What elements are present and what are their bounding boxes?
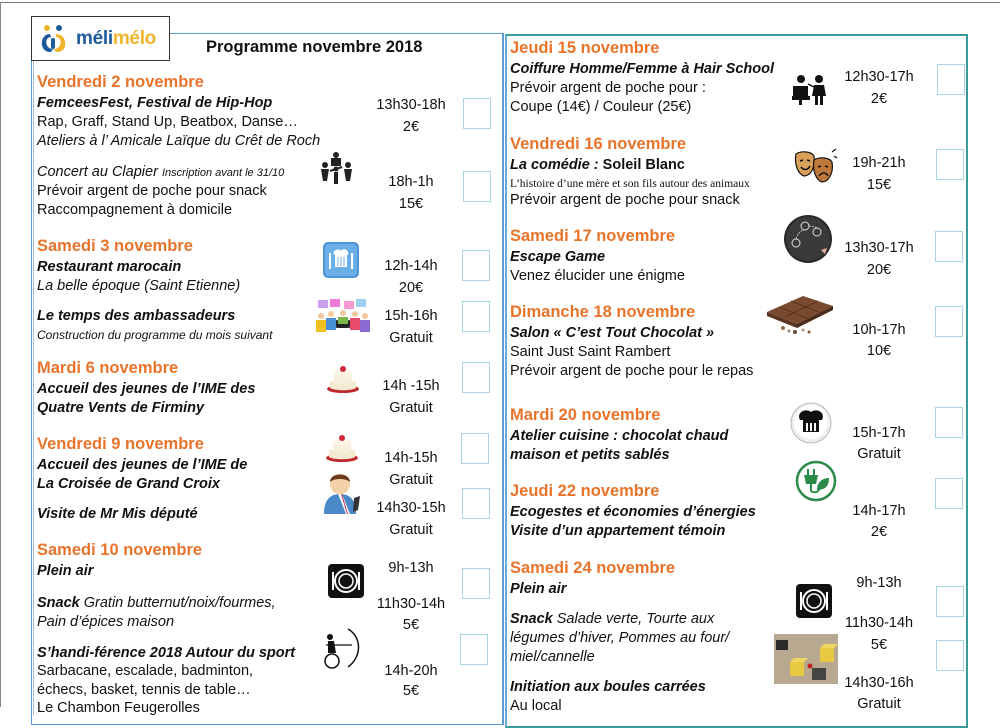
day-heading: Samedi 10 novembre bbox=[37, 541, 203, 559]
plate-icon bbox=[796, 584, 832, 618]
event-price: Gratuit bbox=[389, 522, 433, 538]
deputy-icon bbox=[320, 470, 362, 516]
event-title: maison et petits sablés bbox=[510, 447, 670, 463]
event-title: FemceesFest, Festival de Hip-Hop bbox=[37, 95, 273, 111]
signup-checkbox[interactable] bbox=[463, 171, 491, 202]
event-title: Escape Game bbox=[510, 249, 606, 265]
signup-checkbox[interactable] bbox=[936, 586, 964, 617]
day-heading: Samedi 17 novembre bbox=[510, 227, 676, 245]
event-time: 12h30-17h bbox=[844, 69, 914, 85]
event-title bbox=[37, 595, 276, 612]
event-detail: Rap, Graff, Stand Up, Beatbox, Danse… bbox=[37, 114, 298, 130]
day-heading: Dimanche 18 novembre bbox=[510, 303, 696, 321]
event-time: 9h-13h bbox=[856, 575, 902, 591]
event-price: 20€ bbox=[398, 280, 424, 296]
event-time: 14h-17h bbox=[852, 503, 906, 519]
event-title: Atelier cuisine : chocolat chaud bbox=[510, 428, 729, 444]
event-time: 11h30-14h bbox=[844, 615, 914, 631]
event-detail: Saint Just Saint Rambert bbox=[510, 344, 671, 360]
signup-checkbox[interactable] bbox=[463, 98, 491, 129]
event-title: Coiffure Homme/Femme à Hair School bbox=[510, 61, 775, 77]
chef-hat-icon bbox=[322, 241, 360, 279]
event-title: Accueil des jeunes de l’IME des bbox=[37, 381, 256, 397]
signup-checkbox[interactable] bbox=[462, 362, 490, 393]
event-time: 14h -15h bbox=[382, 378, 440, 394]
event-title: Visite d’un appartement témoin bbox=[510, 523, 726, 539]
event-price: 15€ bbox=[398, 196, 424, 212]
event-time: 13h30-18h bbox=[376, 97, 446, 113]
signup-checkbox[interactable] bbox=[462, 301, 490, 332]
event-detail: échecs, basket, tennis de table… bbox=[37, 682, 251, 698]
snack-menu: Salade verte, Tourte aux bbox=[552, 611, 715, 627]
left-column-inner-border bbox=[33, 35, 34, 715]
event-title: Plein air bbox=[37, 563, 94, 579]
logo bbox=[31, 16, 170, 61]
eco-plug-icon bbox=[795, 460, 837, 502]
day-heading: Samedi 24 novembre bbox=[510, 559, 676, 577]
event-price: 2€ bbox=[870, 524, 888, 540]
day-heading: Mardi 6 novembre bbox=[37, 359, 179, 377]
event-title: Initiation aux boules carrées bbox=[510, 679, 706, 695]
event-price: Gratuit bbox=[389, 400, 433, 416]
event-detail: Construction du programme du mois suivant bbox=[37, 328, 273, 342]
event-note: Inscription avant le 31/10 bbox=[161, 167, 285, 179]
cake-icon bbox=[326, 361, 360, 395]
event-time: 19h-21h bbox=[852, 155, 906, 171]
day-heading: Jeudi 22 novembre bbox=[510, 482, 660, 500]
event-price: 5€ bbox=[402, 683, 420, 699]
event-price: Gratuit bbox=[857, 446, 901, 462]
snack-label: Snack bbox=[510, 611, 553, 627]
event-title: Visite de Mr Mis député bbox=[37, 506, 198, 522]
logo-melo: mélo bbox=[112, 28, 156, 49]
event-detail: légumes d’hiver, Pommes au four/ bbox=[510, 630, 730, 646]
event-time: 15h-17h bbox=[852, 425, 906, 441]
page-edge bbox=[0, 2, 1, 707]
event-price: 5€ bbox=[402, 617, 420, 633]
event-detail: Raccompagnement à domicile bbox=[37, 202, 233, 218]
signup-checkbox[interactable] bbox=[936, 149, 964, 180]
event-price: Gratuit bbox=[857, 696, 901, 712]
chef-hat-round-icon bbox=[790, 402, 832, 444]
event-time: 12h-14h bbox=[384, 258, 438, 274]
page-title: Programme novembre 2018 bbox=[206, 38, 423, 56]
event-detail: Prévoir argent de poche pour : bbox=[510, 80, 706, 96]
event-title-text: Concert au Clapier bbox=[37, 164, 158, 180]
event-price: Gratuit bbox=[389, 472, 433, 488]
event-time: 13h30-17h bbox=[844, 240, 914, 256]
event-location: La belle époque (Saint Etienne) bbox=[37, 278, 241, 294]
event-title: La Croisée de Grand Croix bbox=[37, 476, 220, 492]
event-detail: Venez élucider une énigme bbox=[510, 268, 685, 284]
event-location: Le Chambon Feugerolles bbox=[37, 700, 200, 716]
event-title: Restaurant marocain bbox=[37, 259, 182, 275]
event-price: 10€ bbox=[866, 343, 892, 359]
signup-checkbox[interactable] bbox=[936, 640, 964, 671]
day-heading: Vendredi 9 novembre bbox=[37, 435, 204, 453]
event-title: S’handi-férence 2018 Autour du sport bbox=[37, 645, 296, 661]
day-heading: Samedi 3 novembre bbox=[37, 237, 193, 255]
theater-masks-icon bbox=[792, 148, 838, 184]
hairdresser-icon bbox=[790, 74, 830, 106]
event-location: Ateliers à l’ Amicale Laïque du Crêt de Roch bbox=[37, 133, 321, 149]
snack-label: Snack bbox=[37, 595, 80, 611]
event-price: 2€ bbox=[870, 91, 888, 107]
signup-checkbox[interactable] bbox=[462, 488, 490, 519]
wheelchair-archery-icon bbox=[322, 627, 362, 669]
day-heading: Vendredi 16 novembre bbox=[510, 135, 687, 153]
event-title-name: Soleil Blanc bbox=[602, 157, 685, 173]
event-title: Quatre Vents de Firminy bbox=[37, 400, 205, 416]
event-detail: Coupe (14€) / Couleur (25€) bbox=[510, 99, 692, 115]
plate-icon bbox=[328, 564, 364, 598]
signup-checkbox[interactable] bbox=[935, 478, 963, 509]
band-icon bbox=[318, 151, 354, 185]
event-price: 20€ bbox=[866, 262, 892, 278]
event-time: 14h30-15h bbox=[376, 500, 446, 516]
event-detail: Sarbacane, escalade, badminton, bbox=[37, 663, 254, 679]
meeting-icon bbox=[314, 298, 372, 334]
logo-meli: méli bbox=[76, 28, 113, 49]
event-title bbox=[510, 157, 685, 174]
square-boules-icon bbox=[774, 634, 838, 684]
event-time: 10h-17h bbox=[852, 322, 906, 338]
event-title: Ecogestes et économies d’énergies bbox=[510, 504, 756, 520]
signup-checkbox[interactable] bbox=[460, 634, 488, 665]
event-title: Le temps des ambassadeurs bbox=[37, 308, 236, 324]
event-title bbox=[37, 164, 284, 182]
event-price: 5€ bbox=[870, 637, 888, 653]
event-time: 9h-13h bbox=[388, 560, 434, 576]
event-detail: Prévoir argent de poche pour le repas bbox=[510, 363, 754, 379]
event-time: 14h30-16h bbox=[844, 675, 914, 691]
signup-checkbox[interactable] bbox=[937, 64, 965, 95]
logo-text bbox=[76, 28, 156, 50]
cake-icon bbox=[325, 430, 359, 464]
day-heading: Vendredi 2 novembre bbox=[37, 73, 204, 91]
event-time: 14h-20h bbox=[384, 663, 438, 679]
event-title-prefix: La comédie : bbox=[510, 157, 603, 173]
event-detail: L’histoire d’une mère et son fils autour des animaux bbox=[510, 178, 750, 190]
page-edge bbox=[0, 2, 1000, 3]
event-price: 2€ bbox=[402, 119, 420, 135]
signup-checkbox[interactable] bbox=[462, 568, 490, 599]
signup-checkbox[interactable] bbox=[462, 250, 490, 281]
signup-checkbox[interactable] bbox=[935, 407, 963, 438]
signup-checkbox[interactable] bbox=[461, 433, 489, 464]
signup-checkbox[interactable] bbox=[935, 306, 963, 337]
event-title: Plein air bbox=[510, 581, 567, 597]
event-title bbox=[510, 611, 714, 628]
event-time: 11h30-14h bbox=[376, 596, 446, 612]
chocolate-icon bbox=[763, 290, 835, 336]
event-location: Au local bbox=[510, 698, 562, 714]
signup-checkbox[interactable] bbox=[935, 231, 963, 262]
snack-menu: Gratin butternut/noix/fourmes, bbox=[79, 595, 276, 611]
event-detail: miel/cannelle bbox=[510, 649, 595, 665]
event-detail: Prévoir argent de poche pour snack bbox=[37, 183, 267, 199]
event-title: Salon « C’est Tout Chocolat » bbox=[510, 325, 715, 341]
day-heading: Mardi 20 novembre bbox=[510, 406, 661, 424]
event-time: 14h-15h bbox=[384, 450, 438, 466]
melimelo-logo-icon bbox=[37, 23, 73, 55]
event-time: 18h-1h bbox=[388, 174, 434, 190]
event-detail: Pain d’épices maison bbox=[37, 614, 175, 630]
day-heading: Jeudi 15 novembre bbox=[510, 39, 660, 57]
event-title: Accueil des jeunes de l’IME de bbox=[37, 457, 248, 473]
event-time: 15h-16h bbox=[384, 308, 438, 324]
event-price: Gratuit bbox=[389, 330, 433, 346]
event-price: 15€ bbox=[866, 177, 892, 193]
event-detail: Prévoir argent de poche pour snack bbox=[510, 192, 740, 208]
escape-game-icon bbox=[783, 214, 833, 264]
